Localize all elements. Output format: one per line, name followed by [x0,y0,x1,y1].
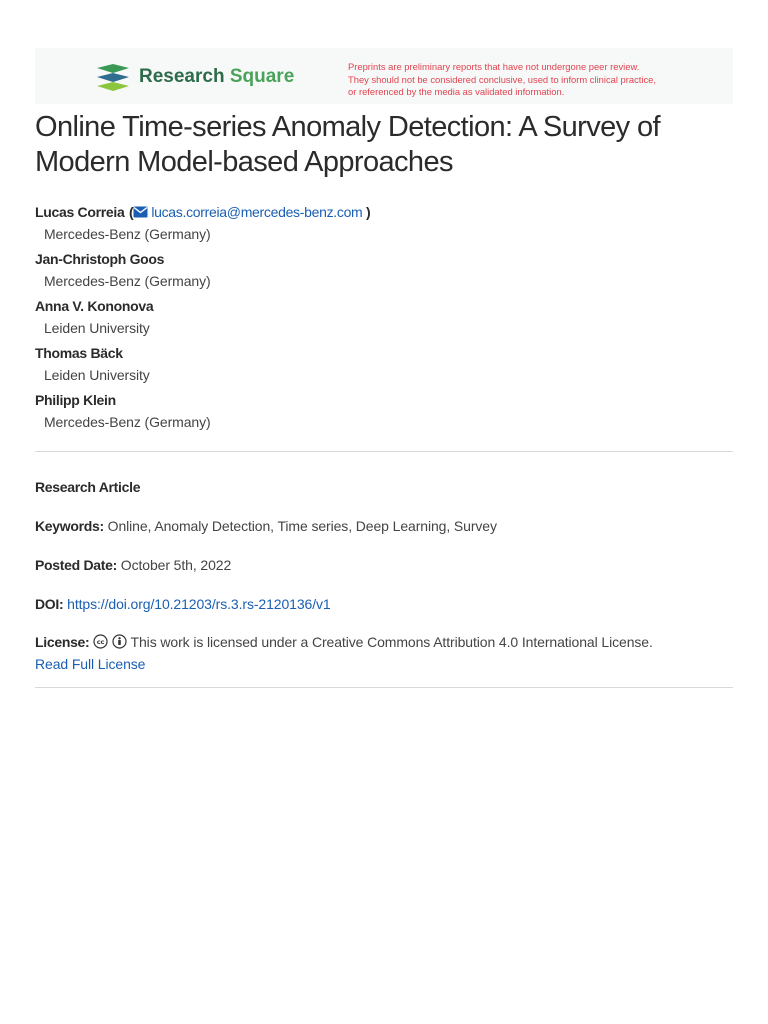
author-affiliation: Mercedes-Benz (Germany) [44,414,211,430]
svg-text:cc: cc [96,638,105,646]
doi-link[interactable]: https://doi.org/10.21203/rs.3.rs-2120136/v1 [67,596,331,612]
license-row [35,631,735,675]
license-label: License: [35,634,90,650]
author-affiliation: Leiden University [44,320,150,336]
author-name: Philipp Klein [35,392,116,408]
author-entry [35,295,735,339]
keywords-row [35,515,735,537]
posted-date-label: Posted Date: [35,557,117,573]
author-affiliation: Mercedes-Benz (Germany) [44,273,211,289]
disclaimer-line: They should not be considered conclusive, used to inform clinical practice, [348,73,656,85]
creative-commons-icon [93,634,108,649]
read-full-license-link[interactable]: Read Full License [35,656,146,672]
author-entry [35,201,735,245]
keywords-value: Online, Anomaly Detection, Time series, Deep Learning, Survey [107,518,497,534]
research-square-logo[interactable] [95,62,294,92]
author-name-row: Lucas Correia ( lucas.correia@mercedes-benz.com ) [35,204,371,220]
author-affiliation: Mercedes-Benz (Germany) [44,226,211,242]
author-entry [35,342,735,386]
author-name: Thomas Bäck [35,345,123,361]
cc-icons [93,634,127,650]
research-square-logo-icon [95,62,131,92]
posted-date-row [35,554,735,576]
author-name: Lucas Correia [35,204,125,220]
logo-wordmark [139,66,294,88]
doi-label: DOI: [35,596,64,612]
preprint-banner [35,48,733,104]
divider-bottom [35,687,733,688]
logo-word-research: Research [139,66,225,87]
author-entry [35,248,735,292]
author-affiliation: Leiden University [44,367,150,383]
envelope-icon [133,206,148,218]
divider-top [35,451,733,452]
author-email: lucas.correia@mercedes-benz.com [151,204,363,220]
preprint-disclaimer [348,61,728,99]
doi-row [35,593,735,615]
posted-date-value: October 5th, 2022 [120,557,232,573]
author-name: Jan-Christoph Goos [35,251,165,267]
author-name: Anna V. Kononova [35,298,154,314]
paper-title: Online Time-series Anomaly Detection: A Survey of Modern Model-based Approaches [35,111,661,178]
keywords-label: Keywords: [35,518,104,534]
disclaimer-line: or referenced by the media as validated information. [348,86,565,98]
attribution-icon [112,634,127,649]
author-email-link[interactable] [133,204,362,220]
license-text: This work is licensed under a Creative Commons Attribution 4.0 International License. [130,634,653,650]
logo-word-square: Square [229,66,295,87]
article-type: Research Article [35,479,141,495]
disclaimer-line: Preprints are preliminary reports that have not undergone peer review. [348,61,640,72]
author-list [35,201,735,436]
author-entry [35,389,735,433]
